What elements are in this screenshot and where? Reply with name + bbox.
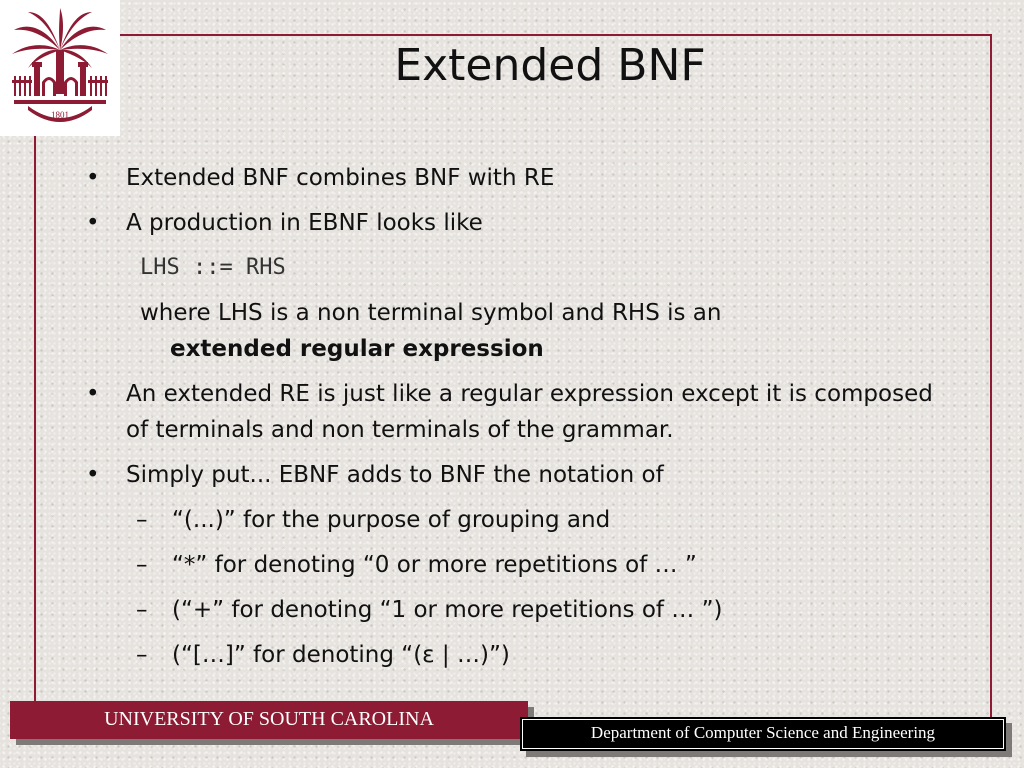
university-logo: [0, 0, 120, 136]
bullet-item: • An extended RE is just like a regular expression except it is composed of terminals and non terminals of the grammar.: [80, 376, 960, 448]
university-footer-bar: [10, 701, 528, 739]
palmetto-tree-logo-icon: [6, 8, 114, 126]
department-footer-bar: [520, 717, 1006, 751]
slide-content: [80, 160, 960, 682]
bullet-item: • A production in EBNF looks like: [80, 205, 960, 241]
sub-item: – “*” for denoting “0 or more repetitions of … ”: [80, 547, 960, 583]
sub-item: – “(...)” for the purpose of grouping and: [80, 502, 960, 538]
department-name: Department of Computer Science and Engineering: [590, 723, 936, 742]
logo-year: 1801: [51, 110, 69, 120]
where-text: [80, 295, 960, 367]
where-emphasis-text: extended regular expression: [170, 336, 544, 362]
sub-item: – (“[…]” for denoting “(ε | …)”): [80, 637, 960, 673]
bullet-item: • Extended BNF combines BNF with RE: [80, 160, 960, 196]
university-name: UNIVERSITY OF SOUTH CAROLINA: [104, 708, 434, 730]
bullet-item: • Simply put... EBNF adds to BNF the notation of: [80, 457, 960, 493]
slide-title: Extended BNF: [394, 40, 706, 91]
sub-item: – (“+” for denoting “1 or more repetitions of … ”): [80, 592, 960, 628]
production-code: LHS ::= RHS: [140, 255, 286, 280]
where-plain-text: where LHS is a non terminal symbol and RHS is an: [140, 300, 722, 326]
